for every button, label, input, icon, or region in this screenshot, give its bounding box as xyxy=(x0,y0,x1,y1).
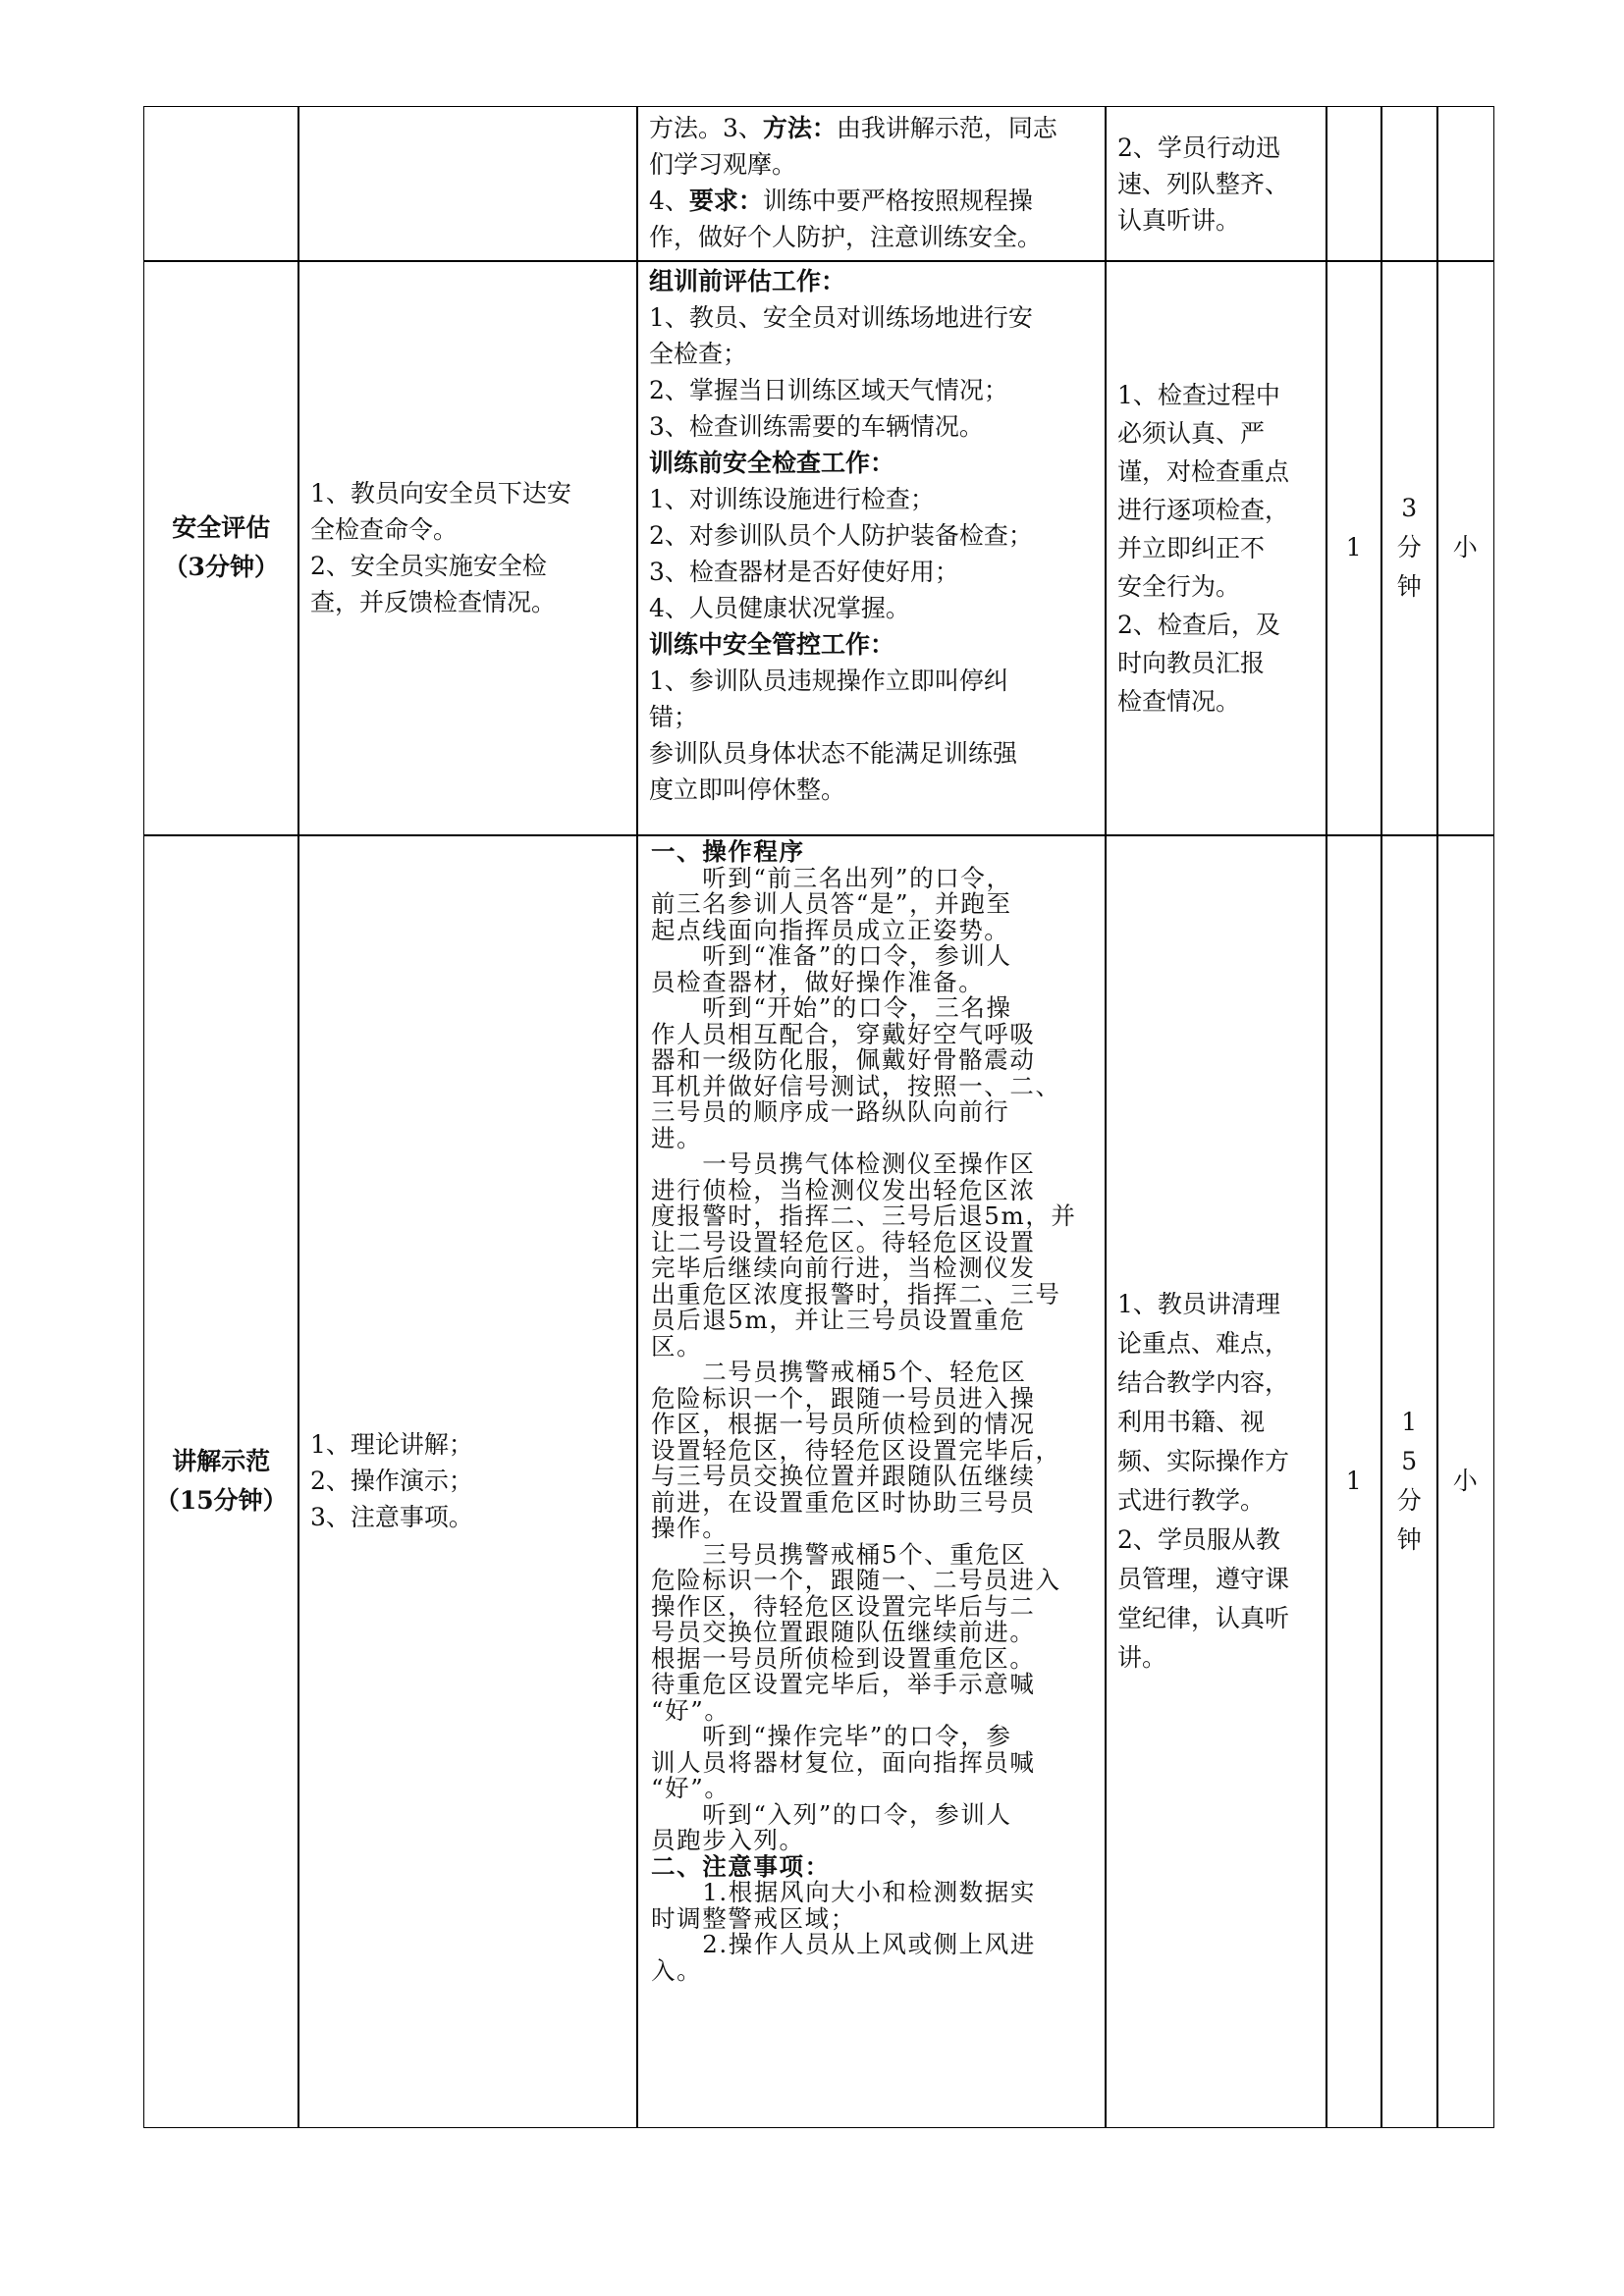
text-segment: 号员交换位置跟随队伍继续前进。 xyxy=(651,1618,1036,1646)
method-line xyxy=(651,1724,1092,1750)
method-line xyxy=(651,1071,1092,1100)
method-line xyxy=(651,1620,1092,1646)
text-segment: 出重危区浓度报警时，指挥二、三号 xyxy=(651,1279,1061,1308)
cell-intensity xyxy=(1436,834,1494,2128)
text-segment: 度立即叫停休整。 xyxy=(649,775,846,804)
stage-text: 安全评估 xyxy=(172,513,271,543)
text-segment: 完毕后继续向前行进，当检测仪发 xyxy=(651,1254,1036,1282)
intensity-text: 小 xyxy=(1452,1466,1478,1495)
text-segment: 作人员相互配合，穿戴好空气呼吸 xyxy=(651,1019,1036,1048)
text-segment: 1.根据风向大小和检测数据实 xyxy=(651,1878,1036,1906)
method-line xyxy=(651,1464,1092,1490)
content-text: 2、安全员实施安全检 xyxy=(310,552,547,581)
method-line xyxy=(649,263,1094,299)
count-text: 1 xyxy=(1345,1466,1362,1495)
method-line xyxy=(651,1643,1092,1673)
text-segment: 根据一号员所侦检到设置重危区。 xyxy=(651,1643,1036,1673)
text-segment: 错； xyxy=(649,703,699,731)
time-text: 1 xyxy=(1401,1407,1418,1436)
method-line xyxy=(649,183,1094,219)
method-line xyxy=(651,1099,1092,1126)
method-line xyxy=(651,1331,1092,1361)
text-segment: 参训队员身体状态不能满足训练强 xyxy=(649,739,1018,768)
method-line xyxy=(651,1828,1092,1854)
cell-method xyxy=(636,106,1107,262)
text-segment: 员跑步入列。 xyxy=(651,1826,805,1854)
bold-heading: 训练中安全管控工作： xyxy=(649,630,895,659)
intensity-text: 小 xyxy=(1452,533,1478,562)
text-segment: 作，做好个人防护，注意训练安全。 xyxy=(649,223,1043,251)
text-segment: 员后退5m，并让三号员设置重危 xyxy=(651,1306,1026,1334)
method-line xyxy=(651,1123,1092,1152)
cell-count xyxy=(1326,834,1382,2128)
method-line xyxy=(649,663,1094,699)
requirement-text: 时向教员汇报 xyxy=(1117,648,1266,677)
bold-heading: 一、操作程序 xyxy=(651,837,805,866)
method-line xyxy=(651,915,1092,944)
text-segment: 耳机并做好信号测试，按照一、二、 xyxy=(651,1071,1061,1100)
cell-content xyxy=(298,834,638,2128)
text-segment: 员检查器材，做好操作准备。 xyxy=(651,967,985,996)
requirement-text: 进行逐项检查， xyxy=(1117,495,1290,524)
text-segment: 4、 xyxy=(649,187,689,215)
method-line xyxy=(651,1203,1092,1230)
method-line xyxy=(651,1747,1092,1777)
method-line xyxy=(651,1279,1092,1308)
method-line xyxy=(651,839,1092,866)
method-line xyxy=(651,967,1092,996)
text-segment: 2.操作人员从上风或侧上风进 xyxy=(651,1930,1036,1958)
method-line xyxy=(651,1227,1092,1256)
text-segment: 1、参训队员违规操作立即叫停纠 xyxy=(649,667,1008,695)
method-line xyxy=(649,336,1094,372)
text-segment: 三号员的顺序成一路纵队向前行 xyxy=(651,1097,1010,1126)
text-segment: 作区，根据一号员所侦检到的情况 xyxy=(651,1410,1036,1438)
cell-count xyxy=(1326,106,1382,262)
text-segment: 区。 xyxy=(651,1331,703,1361)
method-line xyxy=(649,590,1094,626)
content-text: 1、理论讲解； xyxy=(310,1430,473,1460)
text-segment: “好”。 xyxy=(651,1774,731,1802)
method-line xyxy=(651,1487,1092,1517)
cell-stage xyxy=(143,106,299,262)
text-segment: 听到“开始”的口令，三名操 xyxy=(651,993,1012,1022)
method-line xyxy=(649,299,1094,336)
text-segment: 3、检查训练需要的车辆情况。 xyxy=(649,412,984,441)
time-text: 钟 xyxy=(1396,1524,1422,1554)
method-line xyxy=(651,891,1092,918)
bold-heading: 二、注意事项： xyxy=(651,1851,831,1881)
method-line xyxy=(649,110,1094,146)
method-line xyxy=(651,1383,1092,1413)
text-segment: 前三名参训人员答“是”，并跑至 xyxy=(651,889,1012,918)
method-line xyxy=(651,1695,1092,1725)
method-line xyxy=(651,1360,1092,1386)
method-line xyxy=(649,626,1094,663)
method-line xyxy=(651,1539,1092,1569)
method-line xyxy=(649,146,1094,183)
text-segment: 3、检查器材是否好使好用； xyxy=(649,558,959,586)
method-line xyxy=(651,1308,1092,1334)
content-text: 1、教员向安全员下达安 xyxy=(310,479,571,508)
requirement-text: 2、学员服从教 xyxy=(1117,1524,1280,1554)
text-segment: 一号员携气体检测仪至操作区 xyxy=(651,1149,1036,1178)
text-segment: 们学习观摩。 xyxy=(649,150,797,179)
text-segment: 进。 xyxy=(651,1123,703,1152)
method-line xyxy=(651,943,1092,970)
stage-text: （15分钟） xyxy=(154,1485,288,1515)
method-line xyxy=(651,1851,1092,1881)
text-segment: 由我讲解示范，同志 xyxy=(836,114,1057,142)
cell-method xyxy=(636,260,1107,836)
method-line xyxy=(651,1880,1092,1906)
method-line xyxy=(649,219,1094,255)
stage-text: （3分钟） xyxy=(163,553,279,582)
method-line xyxy=(649,481,1094,517)
method-line xyxy=(651,1047,1092,1074)
text-segment: 1、教员、安全员对训练场地进行安 xyxy=(649,303,1033,332)
bold-heading: 训练前安全检查工作： xyxy=(649,449,895,477)
method-line xyxy=(651,1591,1092,1621)
text-segment: 与三号员交换位置并跟随队伍继续 xyxy=(651,1462,1036,1490)
text-segment: 危险标识一个，跟随一号员进入操 xyxy=(651,1383,1036,1413)
requirement-text: 频、实际操作方 xyxy=(1117,1446,1290,1475)
text-segment: 4、人员健康状况掌握。 xyxy=(649,594,910,622)
method-line xyxy=(651,1799,1092,1829)
method-line xyxy=(651,1175,1092,1204)
time-text: 3 xyxy=(1401,494,1418,523)
requirement-text: 利用书籍、视 xyxy=(1117,1407,1266,1436)
text-segment: 器和一级防化服，佩戴好骨骼震动 xyxy=(651,1045,1036,1074)
cell-requirement xyxy=(1105,106,1327,262)
method-line xyxy=(651,1151,1092,1178)
requirement-text: 1、教员讲清理 xyxy=(1117,1289,1280,1318)
time-text: 钟 xyxy=(1396,572,1422,602)
method-line xyxy=(651,1019,1092,1048)
method-line xyxy=(649,699,1094,735)
text-segment: 让二号设置轻危区。待轻危区设置 xyxy=(651,1227,1036,1256)
text-segment: 1、对训练设施进行检查； xyxy=(649,485,935,513)
text-segment: 训人员将器材复位，面向指挥员喊 xyxy=(651,1747,1036,1777)
cell-requirement xyxy=(1105,834,1327,2128)
text-segment: 入。 xyxy=(651,1955,703,1985)
cell-count xyxy=(1326,260,1382,836)
cell-requirement xyxy=(1105,260,1327,836)
text-segment: 听到“前三名出列”的口令， xyxy=(651,863,1012,892)
text-segment: 全检查； xyxy=(649,340,748,368)
stage-text: 讲解示范 xyxy=(172,1446,271,1475)
requirement-text: 谨，对检查重点 xyxy=(1117,456,1290,486)
method-line xyxy=(651,1672,1092,1698)
requirement-text: 员管理，遵守课 xyxy=(1117,1564,1290,1593)
text-segment: 设置轻危区，待轻危区设置完毕后， xyxy=(651,1435,1061,1465)
method-line xyxy=(649,735,1094,772)
requirement-text: 2、检查后，及 xyxy=(1117,610,1280,639)
cell-intensity xyxy=(1436,106,1494,262)
cell-time xyxy=(1380,106,1438,262)
text-segment: 时调整警戒区域； xyxy=(651,1903,856,1933)
requirement-text: 必须认真、严 xyxy=(1117,418,1266,448)
method-line xyxy=(649,554,1094,590)
method-line xyxy=(651,1412,1092,1438)
requirement-text: 论重点、难点， xyxy=(1117,1328,1290,1358)
cell-method xyxy=(636,834,1107,2128)
method-line xyxy=(651,995,1092,1022)
method-line xyxy=(651,1903,1092,1933)
cell-content xyxy=(298,106,638,262)
method-line xyxy=(651,1776,1092,1802)
text-segment: 二号员携警戒桶5个、轻危区 xyxy=(651,1358,1027,1386)
time-text: 分 xyxy=(1396,533,1422,562)
cell-content xyxy=(298,260,638,836)
requirement-text: 并立即纠正不 xyxy=(1117,533,1266,562)
text-segment: 度报警时，指挥二、三号后退5m，并 xyxy=(651,1201,1077,1230)
method-line xyxy=(649,408,1094,445)
text-segment: 方法。3、 xyxy=(649,114,763,142)
text-segment: 2、掌握当日训练区域天气情况； xyxy=(649,376,1008,404)
text-segment: 训练中要严格按照规程操 xyxy=(762,187,1033,215)
cell-stage xyxy=(143,834,299,2128)
requirement-text: 2、学员行动迅 xyxy=(1117,133,1280,162)
requirement-text: 安全行为。 xyxy=(1117,571,1241,601)
method-line xyxy=(651,863,1092,892)
text-segment: 待重危区设置完毕后，举手示意喊 xyxy=(651,1670,1036,1698)
text-segment: 听到“准备”的口令，参训人 xyxy=(651,941,1012,970)
text-segment: 起点线面向指挥员成立正姿势。 xyxy=(651,915,1010,944)
method-line xyxy=(649,372,1094,408)
method-line xyxy=(651,1255,1092,1282)
text-segment: 危险标识一个，跟随一、二号员进入 xyxy=(651,1566,1061,1594)
content-text: 3、注意事项。 xyxy=(310,1503,473,1532)
method-line xyxy=(649,772,1094,808)
requirement-text: 结合教学内容， xyxy=(1117,1367,1290,1397)
method-line xyxy=(651,1955,1092,1985)
text-segment: 2、对参训队员个人防护装备检查； xyxy=(649,521,1033,550)
method-line xyxy=(651,1568,1092,1594)
requirement-text: 堂纪律，认真听 xyxy=(1117,1603,1290,1632)
content-text: 全检查命令。 xyxy=(310,515,459,545)
requirement-text: 1、检查过程中 xyxy=(1117,380,1280,409)
content-text: 查，并反馈检查情况。 xyxy=(310,588,557,617)
requirement-text: 认真听讲。 xyxy=(1117,205,1241,235)
cell-time xyxy=(1380,260,1438,836)
method-line xyxy=(651,1932,1092,1958)
time-text: 分 xyxy=(1396,1485,1422,1515)
requirement-text: 式进行教学。 xyxy=(1117,1485,1266,1515)
bold-heading: 要求： xyxy=(688,187,763,215)
requirement-text: 速、列队整齐、 xyxy=(1117,169,1290,198)
time-text: 5 xyxy=(1401,1446,1418,1475)
method-line xyxy=(651,1435,1092,1465)
method-line xyxy=(649,445,1094,481)
text-segment: “好”。 xyxy=(651,1695,731,1725)
text-segment: 前进，在设置重危区时协助三号员 xyxy=(651,1487,1036,1517)
method-line xyxy=(649,517,1094,554)
cell-stage xyxy=(143,260,299,836)
text-segment: 三号员携警戒桶5个、重危区 xyxy=(651,1539,1027,1569)
cell-intensity xyxy=(1436,260,1494,836)
bold-heading: 组训前评估工作： xyxy=(649,267,846,295)
method-line xyxy=(651,1516,1092,1542)
text-segment: 操作。 xyxy=(651,1514,729,1542)
content-text: 2、操作演示； xyxy=(310,1467,473,1496)
count-text: 1 xyxy=(1345,533,1362,562)
text-segment: 听到“操作完毕”的口令，参 xyxy=(651,1722,1012,1750)
text-segment: 听到“入列”的口令，参训人 xyxy=(651,1799,1012,1829)
requirement-text: 检查情况。 xyxy=(1117,686,1241,716)
cell-time xyxy=(1380,834,1438,2128)
bold-heading: 方法： xyxy=(762,114,837,142)
text-segment: 操作区，待轻危区设置完毕后与二 xyxy=(651,1591,1036,1621)
text-segment: 进行侦检，当检测仪发出轻危区浓 xyxy=(651,1175,1036,1204)
requirement-text: 讲。 xyxy=(1117,1642,1167,1672)
